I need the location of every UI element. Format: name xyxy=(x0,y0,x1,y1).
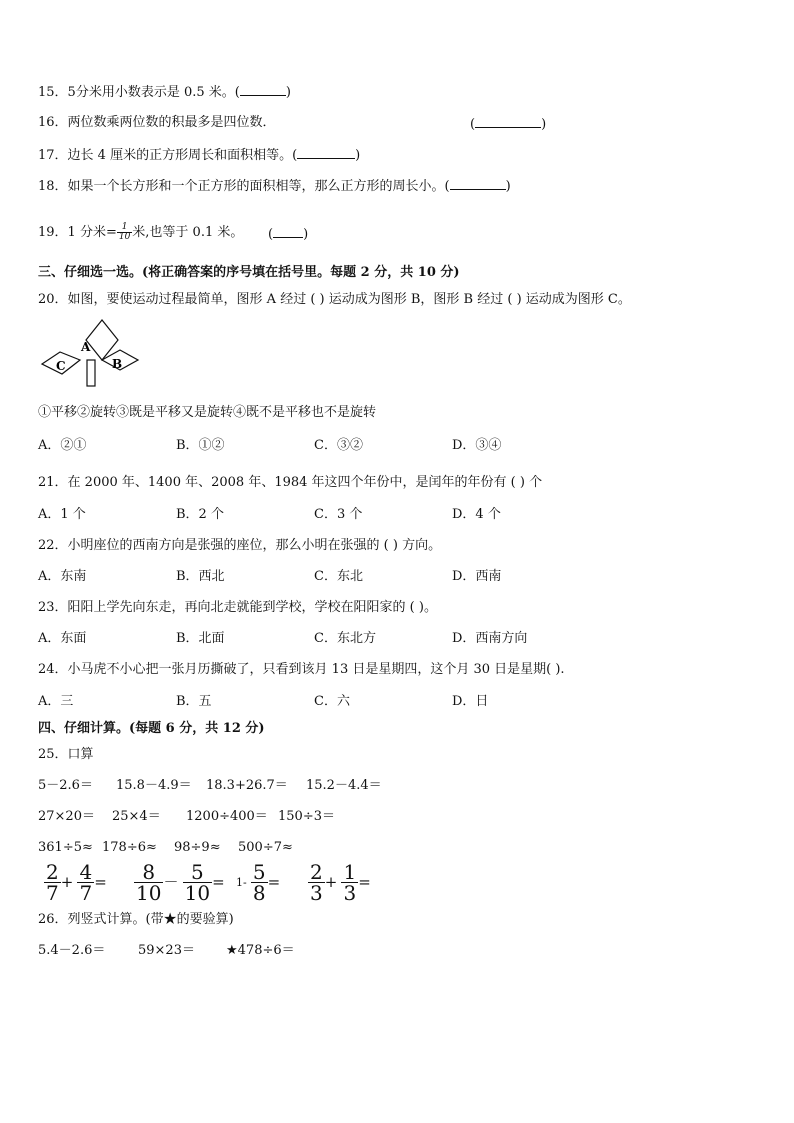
question-23: 23．阳阳上学先向东走，再向北走就能到学校，学校在阳阳家的 ( )。 xyxy=(38,600,437,615)
fraction-expression-1: $\frac{2}{7}$ + $\frac{4}{7}$ = xyxy=(46,860,107,905)
choices-legend: ①平移②旋转③既是平移又是旋转④既不是平移也不是旋转 xyxy=(38,405,377,420)
q20-option-c[interactable]: C．③② xyxy=(314,438,363,453)
label-c: C xyxy=(56,359,66,373)
calc-item: 59×23＝ xyxy=(138,943,195,958)
calc-item: 98÷9≈ xyxy=(174,840,221,855)
answer-blank[interactable] xyxy=(273,225,303,238)
q21-option-b[interactable]: B．2 个 xyxy=(176,507,224,522)
q21-option-a[interactable]: A．1 个 xyxy=(38,507,86,522)
q20-option-b[interactable]: B．①② xyxy=(176,438,225,453)
q20-option-d[interactable]: D．③④ xyxy=(452,438,502,453)
answer-blank[interactable] xyxy=(475,115,541,128)
q21-option-d[interactable]: D．4 个 xyxy=(452,507,501,522)
fraction-expression-3: 1- $\frac{5}{8}$ = xyxy=(236,860,281,905)
section-heading-4: 四、仔细计算。(每题 6 分，共 12 分) xyxy=(38,721,265,736)
answer-blank[interactable] xyxy=(297,146,355,159)
label-a: A xyxy=(81,340,91,354)
question-26: 26．列竖式计算。(带★的要验算) xyxy=(38,912,234,927)
calc-item: 25×4＝ xyxy=(112,809,161,824)
question-15: 15．5分米用小数表示是 0.5 米。( ) xyxy=(38,85,291,100)
question-16-answer: ( ) xyxy=(470,117,547,132)
calc-item: ★478÷6＝ xyxy=(226,943,295,958)
question-19-answer: ( ) xyxy=(268,227,309,242)
section-heading-3: 三、仔细选一选。(将正确答案的序号填在括号里。每题 2 分，共 10 分) xyxy=(38,265,460,280)
q21-option-c[interactable]: C．3 个 xyxy=(314,507,363,522)
question-25: 25．口算 xyxy=(38,747,94,762)
fraction-expression-2: $\frac{8}{10}$ － $\frac{5}{10}$ = xyxy=(136,860,225,905)
fraction: $\frac{1}{10}$ xyxy=(118,222,131,242)
calc-item: 178÷6≈ xyxy=(102,840,157,855)
calc-item: 15.8－4.9＝ xyxy=(116,778,192,793)
q23-option-a[interactable]: A．东面 xyxy=(38,631,87,646)
answer-blank[interactable] xyxy=(240,83,286,96)
question-16: 16．两位数乘两位数的积最多是四位数． xyxy=(38,115,276,130)
calc-item: 500÷7≈ xyxy=(238,840,293,855)
calc-item: 1200÷400＝ xyxy=(186,809,268,824)
question-18: 18．如果一个长方形和一个正方形的面积相等，那么正方形的周长小。( ) xyxy=(38,179,511,194)
calc-item: 5.4－2.6＝ xyxy=(38,943,106,958)
q24-option-c[interactable]: C．六 xyxy=(314,694,350,709)
q24-option-a[interactable]: A．三 xyxy=(38,694,74,709)
q22-option-d[interactable]: D．西南 xyxy=(452,569,502,584)
calc-item: 27×20＝ xyxy=(38,809,95,824)
question-20: 20．如图，要使运动过程最简单，图形 A 经过 ( ) 运动成为图形 B，图形 B 经过 ( ) 运动成为图形 C。 xyxy=(38,292,631,307)
q23-option-b[interactable]: B．北面 xyxy=(176,631,225,646)
rotation-figure xyxy=(38,318,142,390)
fraction-expression-4: $\frac{2}{3}$ + $\frac{1}{3}$ = xyxy=(310,860,371,905)
calc-item: 5－2.6＝ xyxy=(38,778,93,793)
q23-option-d[interactable]: D．西南方向 xyxy=(452,631,528,646)
question-24: 24．小马虎不小心把一张月历撕破了，只看到该月 13 日是星期四，这个月 30 日是星期( ). xyxy=(38,662,565,677)
question-17: 17．边长 4 厘米的正方形周长和面积相等。( ) xyxy=(38,148,361,163)
center-stand xyxy=(87,360,95,386)
calc-item: 361÷5≈ xyxy=(38,840,93,855)
calc-item: 150÷3＝ xyxy=(278,809,335,824)
label-b: B xyxy=(112,357,123,371)
q23-option-c[interactable]: C．东北方 xyxy=(314,631,376,646)
q22-option-a[interactable]: A．东南 xyxy=(38,569,87,584)
question-19: 19．1 分米= $\frac{1}{10}$ 米,也等于 0.1 米。 xyxy=(38,222,244,242)
calc-item: 15.2－4.4＝ xyxy=(306,778,382,793)
q24-option-d[interactable]: D．日 xyxy=(452,694,489,709)
q22-option-b[interactable]: B．西北 xyxy=(176,569,225,584)
question-21: 21．在 2000 年、1400 年、2008 年、1984 年这四个年份中，是闰年的年份有 ( ) 个 xyxy=(38,475,543,490)
q22-option-c[interactable]: C．东北 xyxy=(314,569,363,584)
question-22: 22．小明座位的西南方向是张强的座位，那么小明在张强的 ( ) 方向。 xyxy=(38,538,442,553)
q20-option-a[interactable]: A．②① xyxy=(38,438,87,453)
calc-item: 18.3+26.7＝ xyxy=(206,778,288,793)
answer-blank[interactable] xyxy=(450,177,506,190)
q24-option-b[interactable]: B．五 xyxy=(176,694,212,709)
